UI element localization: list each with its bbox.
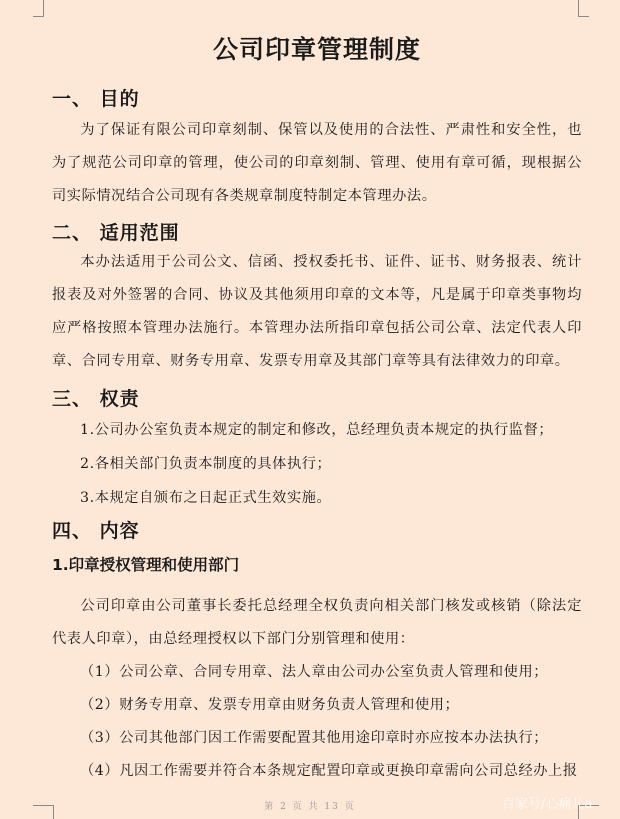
section-paragraph-scope: 本办法适用于公司公文、信函、授权委托书、证件、证书、财务报表、统计报表及对外签署的合同、协议及其他须用印章的文本等，凡是属于印章类事物均应严格按照本管理办法施行。本管理办法所指印章包括公司公章、法定代表人印章、合同专用章、财务专用章、发票专用章及其部门章等具有法律效力的印章。 [52,254,582,369]
document-title: 公司印章管理制度 [212,35,421,64]
content-item: （1）公司公章、合同专用章、法人章由公司办公室负责人管理和使用； [80,664,549,680]
section-heading-purpose: 一、 目的 [52,88,140,110]
section-paragraph-content: 公司印章由公司董事长委托总经理全权负责向相关部门核发或核销（除法定代表人印章），由总经理授权以下部门分别管理和使用： [52,598,582,647]
watermark: 百家号/心痛儿a [502,797,593,812]
subsection-heading: 1.印章授权管理和使用部门 [52,556,240,574]
content-item: （2）财务专用章、发票专用章由财务负责人管理和使用； [80,697,460,713]
content-item: （3）公司其他部门因工作需要配置其他用途印章时亦应按本办法执行； [80,730,549,746]
responsibility-item: 3.本规定自颁布之日起正式生效实施。 [80,490,332,506]
section-heading-scope: 二、 适用范围 [52,222,180,244]
section-paragraph-purpose: 为了保证有限公司印章刻制、保管以及使用的合法性、严肃性和安全性，也为了规范公司印章的管理，使公司的印章刻制、管理、使用有章可循，现根据公司实际情况结合公司现有各类规章制度特制定本管理办法。 [52,122,582,204]
content-item: （4）凡因工作需要并符合本条规定配置印章或更换印章需向公司总经办上报 [80,763,578,779]
section-heading-content: 四、 内容 [52,520,140,542]
crop-mark-top-right [578,0,589,17]
section-heading-responsibilities: 三、 权责 [52,388,140,410]
responsibility-item: 1.公司办公室负责本规定的制定和修改，总经理负责本规定的执行监督； [80,422,554,438]
page-indicator: 第 2 页 共 13 页 [264,802,356,812]
crop-mark-top-left [33,0,44,17]
responsibility-item: 2.各相关部门负责本制度的具体执行； [80,456,332,472]
